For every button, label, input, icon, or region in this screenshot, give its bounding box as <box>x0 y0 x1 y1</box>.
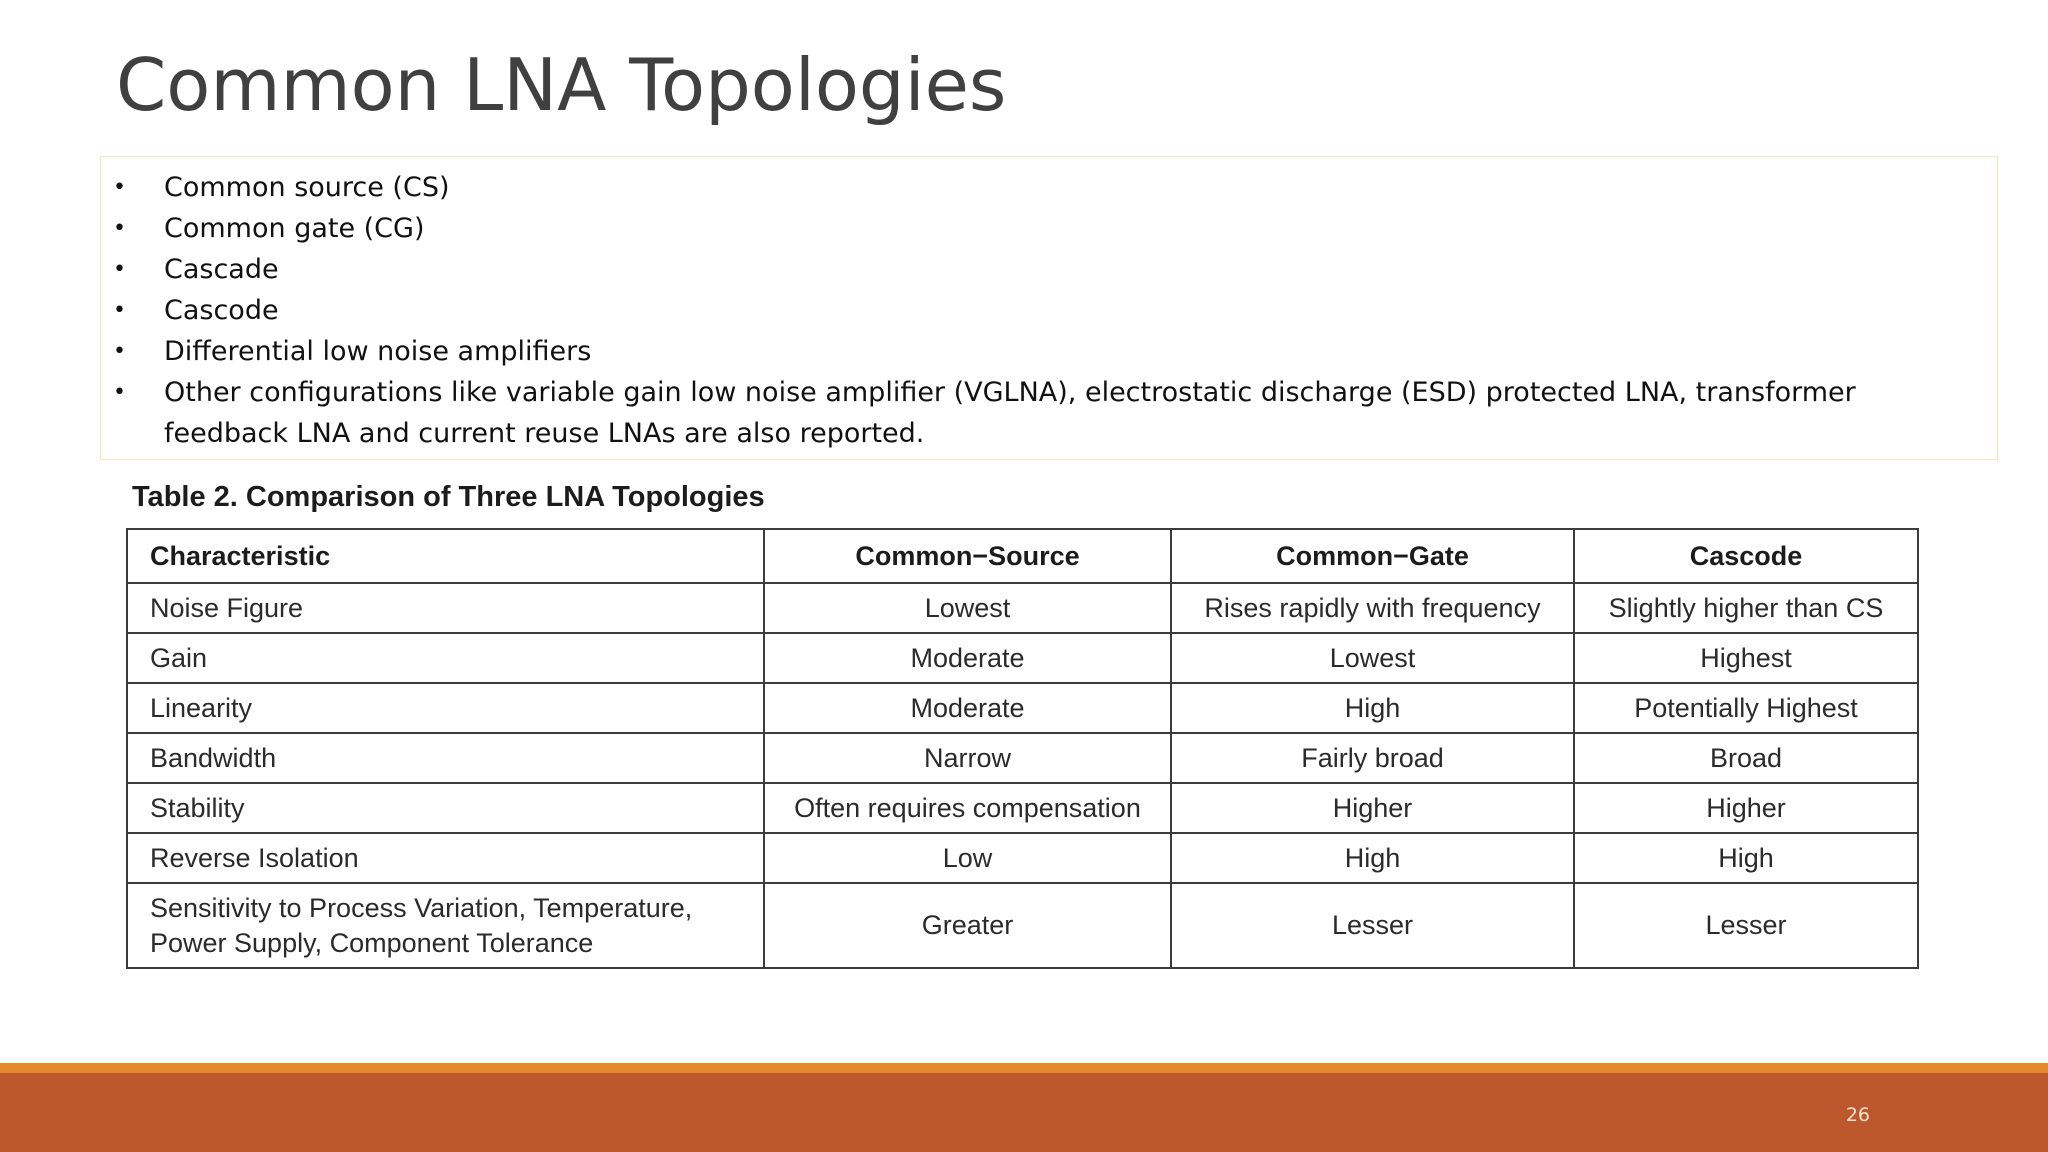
table-row <box>127 733 1918 783</box>
bullet-dot-icon: • <box>113 257 126 282</box>
table-cell: High <box>1171 683 1574 733</box>
table-cell: Moderate <box>764 633 1171 683</box>
table-cell: Broad <box>1574 733 1918 783</box>
table-cell: Lowest <box>764 583 1171 633</box>
table-cell: Noise Figure <box>127 583 764 633</box>
table-cell: Low <box>764 833 1171 883</box>
table-row <box>127 833 1918 883</box>
table-cell: Lowest <box>1171 633 1574 683</box>
table-cell: Often requires compensation <box>764 783 1171 833</box>
table-cell: Higher <box>1171 783 1574 833</box>
bullet-dot-icon: • <box>113 380 126 405</box>
table-row <box>127 883 1918 968</box>
table-cell: Rises rapidly with frequency <box>1171 583 1574 633</box>
table-cell: Sensitivity to Process Variation, Temperature, Power Supply, Component Tolerance <box>127 883 764 968</box>
bullet-text: Common source (CS) <box>164 172 450 203</box>
page-number: 26 <box>1845 1104 1870 1126</box>
table-cell: Gain <box>127 633 764 683</box>
bullet-item-common-gate <box>101 208 1997 249</box>
table-header-cell: Common−Source <box>764 529 1171 583</box>
bullet-dot-icon: • <box>113 298 126 323</box>
bullet-dot-icon: • <box>113 175 126 200</box>
table-cell: High <box>1171 833 1574 883</box>
bullet-list <box>101 157 1997 454</box>
table-cell: Potentially Highest <box>1574 683 1918 733</box>
bullet-dot-icon: • <box>113 216 126 241</box>
table-cell: Fairly broad <box>1171 733 1574 783</box>
table-header-cell: Cascode <box>1574 529 1918 583</box>
bullet-item-cascade <box>101 249 1997 290</box>
table-caption: Table 2. Comparison of Three LNA Topologies <box>132 481 765 513</box>
bullet-list-box <box>100 156 1998 460</box>
bullet-text: Cascode <box>164 295 279 326</box>
bullet-text: Common gate (CG) <box>164 213 425 244</box>
bullet-text: Differential low noise amplifiers <box>164 336 592 367</box>
table-row <box>127 683 1918 733</box>
comparison-table <box>126 528 1919 969</box>
bullet-item-other-configurations <box>101 372 1997 454</box>
slide-title: Common LNA Topologies <box>116 43 1007 127</box>
table-cell: Bandwidth <box>127 733 764 783</box>
table-cell: Stability <box>127 783 764 833</box>
bullet-text: Other configurations like variable gain low noise amplifier (VGLNA), electrostatic discharge (ESD) protected LNA, transformer feedback LNA and current reuse LNAs are also reported. <box>164 377 1856 449</box>
table-cell: Lesser <box>1171 883 1574 968</box>
footer-accent-stripe <box>0 1063 2048 1073</box>
table-cell: High <box>1574 833 1918 883</box>
bullet-dot-icon: • <box>113 339 126 364</box>
table-header-cell: Common−Gate <box>1171 529 1574 583</box>
bullet-item-differential <box>101 331 1997 372</box>
bullet-item-cascode <box>101 290 1997 331</box>
table-header-row <box>127 529 1918 583</box>
table-cell: Greater <box>764 883 1171 968</box>
table-cell: Highest <box>1574 633 1918 683</box>
bullet-item-common-source <box>101 167 1997 208</box>
table-cell: Narrow <box>764 733 1171 783</box>
table-row <box>127 633 1918 683</box>
table-header-cell: Characteristic <box>127 529 764 583</box>
table-row <box>127 783 1918 833</box>
table-cell: Slightly higher than CS <box>1574 583 1918 633</box>
table-cell: Reverse Isolation <box>127 833 764 883</box>
table-row <box>127 583 1918 633</box>
table-cell: Moderate <box>764 683 1171 733</box>
footer-bar <box>0 1073 2048 1152</box>
table-cell: Higher <box>1574 783 1918 833</box>
table-cell: Linearity <box>127 683 764 733</box>
bullet-text: Cascade <box>164 254 279 285</box>
table-cell: Lesser <box>1574 883 1918 968</box>
